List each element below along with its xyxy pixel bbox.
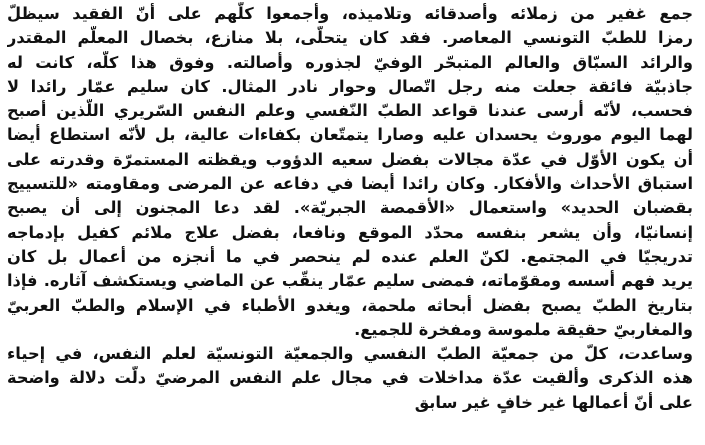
text-line: والرائد السبّاق والعالم المتبحّر الوفيّ لجذوره وأصالته. وفوق هذا كلّه، كانت له [7, 52, 693, 72]
text-line: جمع غفير من زملائه وأصدقائه وتلاميذه، وأجمعوا كلّهم على أنّ الفقيد سيظلّ [7, 4, 693, 23]
article-text [7, 2, 693, 415]
text-line: يريد فهم أسسه ومقوّماته، فمضى سليم عمّار ينقّب عن الماضي ويستكشف آثاره. فإذا [7, 271, 693, 291]
text-line: جاذبيّة فائقة جعلت منه رجل اتّصال وحوار نادر المثال. كان سليم عمّار رائدا لا [7, 76, 693, 96]
text-line: أن يكون الأوّل في عدّة مجالات بفضل سعيه الدؤوب ويقظته المستمرّة وقدرته على [7, 149, 693, 169]
text-line: بتاريخ الطبّ يصبح بفضل أبحاثه ملحمة، ويغدو الأطباء في الإسلام والطبّ العربيّ [7, 295, 693, 315]
text-line: لهما اليوم موروث يحسدان عليه وصارا يتمتّعان بكفاءات عالية، بل لأنّه استطاع أيضا [7, 125, 693, 145]
cut-off-line: على أنّ أعمالها غير خافٍ غير سابق [414, 392, 693, 412]
text-line: فحسب، لأنّه أرسى عندنا قواعد الطبّ النّفسي وعلم النفس السّريري اللّذين أصبح [7, 101, 693, 121]
paragraph-end-line: والمغاربيّ حقيقة ملموسة ومفخرة للجميع. [354, 319, 693, 339]
text-line: بقضبان الحديد» واستعمال «الأقمصة الجبريّة». لقد دعا المجنون إلى أن يصبح [7, 198, 693, 218]
text-line: تدريجيّا في المجتمع. لكنّ العلم عنده لم ينحصر في ما أنجزه من أعمال بل كان [7, 246, 693, 266]
text-line: استباق الأحداث والأفكار. وكان رائدا أيضا في دفاعه عن المرضى ومقاومته «للتسييج [7, 174, 693, 194]
text-line: إنسانيّا، وأن يشعر بنفسه محدّد الموقع ونافعا، بفضل علاج ملائم كفيل بإدماجه [7, 222, 693, 242]
text-line: وساعدت، كلّ من جمعيّة الطبّ النفسي والجمعيّة التونسيّة لعلم النفس، في إحياء [7, 344, 693, 364]
text-line: رمزا للطبّ التونسي المعاصر. فقد كان يتحلّى، بلا منازع، بخصال المعلّم المقتدر [7, 28, 693, 48]
text-line: هذه الذكرى وألقيت عدّة مداخلات في مجال علم النفس المرضيّ دلّت دلالة واضحة [7, 368, 693, 388]
